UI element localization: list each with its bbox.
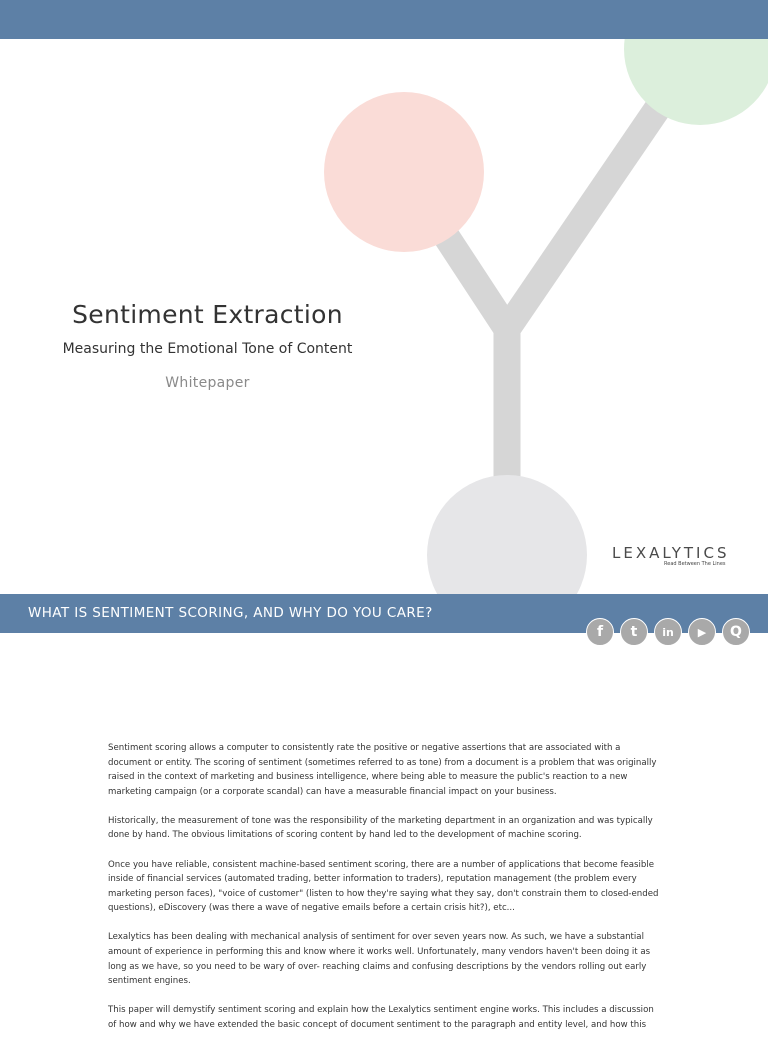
paragraph: This paper will demystify sentiment scoring and explain how the Lexalytics sentiment engine works. This includes a discussion of how and why we have extended the basic concept of document sentiment to the paragraph and entity level, and how this xyxy=(108,1005,654,1030)
paragraph: Once you have reliable, consistent machine-based sentiment scoring, there are a number of applications that become feasible inside of financial services (automated trading, better information to traders), reputation management (the problem every marketing person faces), "voice of customer" (listen to how they're saying what they say, don't constrain them to closed-ended questions), eDiscovery (was there a wave of negative emails before a certain crisis hit?), etc... xyxy=(108,859,659,914)
lexalytics-logo xyxy=(612,536,736,572)
youtube-icon[interactable]: ▶ xyxy=(688,618,716,646)
section-title: WHAT IS SENTIMENT SCORING, AND WHY DO YOU CARE? xyxy=(28,605,433,621)
document-type: Whitepaper xyxy=(165,375,250,391)
document-subtitle: Measuring the Emotional Tone of Content xyxy=(62,341,353,357)
logo-tagline: Read Between The Lines xyxy=(664,561,726,567)
paragraph: Sentiment scoring allows a computer to consistently rate the positive or negative assertions that are associated with a document or entity. The scoring of sentiment (sometimes referred to as tone) from a document is a problem that was originally raised in the context of marketing and business intelligence, where being able to measure the public's reaction to a new marketing campaign (or a corporate scandal) can have a measurable financial impact on your business. xyxy=(108,743,657,797)
facebook-icon[interactable]: f xyxy=(586,618,614,646)
gray-circle xyxy=(427,475,587,594)
body-text xyxy=(108,741,664,1047)
quora-icon[interactable]: Q xyxy=(722,618,750,646)
linkedin-icon[interactable]: in xyxy=(654,618,682,646)
logo-text: LEXALYTICS xyxy=(612,544,730,562)
top-banner xyxy=(0,0,768,39)
paragraph: Historically, the measurement of tone was the responsibility of the marketing department in an organization and was typically done by hand. The obvious limitations of scoring content by hand led to the development of machine scoring. xyxy=(108,815,653,841)
social-links xyxy=(586,618,750,646)
title-block xyxy=(0,300,415,391)
twitter-icon[interactable]: t xyxy=(620,618,648,646)
document-title: Sentiment Extraction xyxy=(72,300,343,329)
paragraph: Lexalytics has been dealing with mechanical analysis of sentiment for over seven years now. As such, we have a substantial amount of experience in performing this and know where it works well. Unfortunately, many vendors haven't been doing it as long as we have, so you need to be wary of over- reaching claims and confusing descriptions by the vendors rolling out early sentiment engines. xyxy=(108,932,651,987)
pink-circle xyxy=(324,92,484,252)
